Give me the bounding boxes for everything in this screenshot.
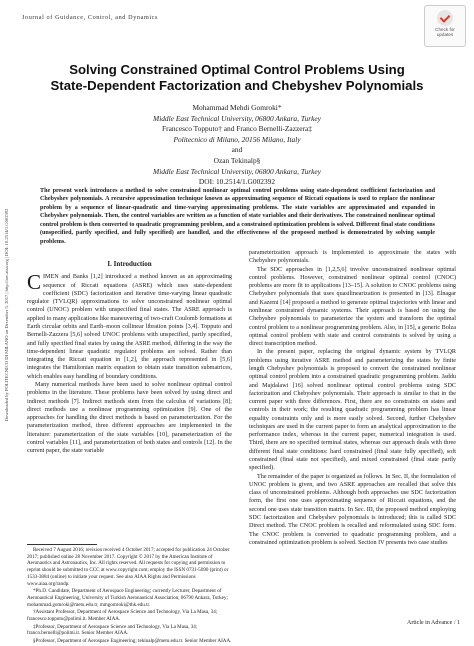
intro-paragraph-1 <box>27 270 232 381</box>
author-block <box>20 103 454 188</box>
author-1-affiliation: Middle East Technical University, 06800 Ankara, Turkey <box>153 113 321 123</box>
download-sidebar: Downloaded by POLITECNICO DI MILANO on December 5, 2017 | http://arc.aiaa.org | DOI: 10.2514/1.G002392 <box>4 208 9 422</box>
footnote-received: Received 7 August 2016; revision received 4 October 2017; accepted for publication 24 October 2017; published online 28 November 2017. Copyright © 2017 by the American Institute of Aeronautics and Astronautics, Inc. All rights reserved. All requests for copying and permission to reprint should be submitted to CCC at www.copyright.com; employ the ISSN 0731-5090 (print) or 1533-3884 (online) to initiate your request. See also AIAA Rights and Permissions www.aiaa.org/randp. <box>27 547 230 587</box>
title-line-2: State-Dependent Factorization and Chebyshev Polynomials <box>50 78 424 93</box>
right-paragraph-1: The SDC approaches in [1,2,5,6] involve unconstrained nonlinear optimal control problems. However, constrained nonlinear optimal control (CNOC) problems are more fit to applications [13–15]. A solution to CNOC problems using Chebyshev polynomials that uses quasilinearization is presented in [13]. Elnagar and Kazemi [14] proposed a method to generate optimal trajectories with linear and nonlinear constrained dynamic systems. Their approach is based on using the Chebyshev polynomials to parameterize the system and transform the optimal control problem to a nonlinear programming problem. Also, in [15], a generic Bolza optimal control problem with state and control constraints is solved by using a direct transcription method. <box>249 266 456 348</box>
drop-cap: C <box>27 270 42 295</box>
author-and: and <box>231 145 243 155</box>
footnote-author-1: *Ph.D. Candidate, Department of Aerospace Engineering; currently Lecturer, Department of Aeronautical Engineering, University of Turkish Aeronautical Association, 06790 Ankara, Turkey; mohammad.gomroki@metu.edu.tr, mmgomroki@thk.edu.tr. <box>27 588 228 608</box>
footnotes <box>27 544 232 646</box>
check-for-updates-icon <box>437 10 453 26</box>
author-3-affiliation: Middle East Technical University, 06800 Ankara, Turkey <box>153 166 321 176</box>
title-line-1: Solving Constrained Optimal Control Problems Using <box>69 62 405 77</box>
right-paragraph-0: parameterization approach is implemented to approximate the states with Chebyshev polynomials. <box>249 250 456 265</box>
badge-line1: Check for <box>435 27 455 32</box>
intro-paragraph-2: Many numerical methods have been used to solve nonlinear optimal control problems in the literature. These problems have been solved by using direct and indirect methods [7]. Indirect methods stem from the calculus of variations [8]; direct methods use a nonlinear programming optimization [9]. One of the approaches for handling the direct methods is based on parameterization. For the parameterization method, three different approaches are implemented in the literature: parameterization of the state variables [10], parameterization of the control variables [11], and parameterization of both states and controls [12]. In the current paper, the state variable <box>27 381 232 455</box>
author-2-affiliation: Politecnico di Milano, 20156 Milano, Italy <box>173 134 301 144</box>
page-footer: Article in Advance / 1 <box>407 620 460 626</box>
author-2: Francesco Topputo† and Franco Bernelli-Zazzera‡ <box>162 124 312 134</box>
author-3: Ozan Tekinalp§ <box>213 155 261 165</box>
author-1: Mohammad Mehdi Gomroki* <box>192 103 282 112</box>
right-paragraph-3: The remainder of the paper is organized as follows. In Sec. II, the formulation of UNOC problem is given, and two ASRE approaches are recalled that solve this class of unconstrained problems. Although both approaches use SDC factorization form, the first one uses approximating sequence of Riccati equations, and the second one uses state transition matrix. In Sec. III, the proposed method employing SDC factorization and Chebyshev polynomials is introduced; this is called SDC Direct method. The CNOC problem is recalled and reformulated using SDC form. The CNOC problem is converted to quadratic programming problem, and a constrained optimization problem is solved. Section IV presents two case studies <box>249 473 456 546</box>
abstract: The present work introduces a method to solve constrained nonlinear optimal control problems using state-dependent coefficient factorization and Chebyshev polynomials. A recursive approximation technique known as approximating sequence of Riccati equations is used to replace the nonlinear problem by a sequence of linear-quadratic and time-varying approximating problems. The state variables are approximated and expanded in Chebyshev polynomials. Then, the control variables are written as a function of state variables and their derivatives. The constrained nonlinear optimal control problem is then converted to quadratic programming problem, and a constrained optimization problem is solved. Different final state conditions (unspecified, partly specified, and fully specified) are handled, and the effectiveness of the proposed method is demonstrated by solving sample problems. <box>40 188 435 245</box>
paper-title <box>20 62 454 94</box>
badge-line2: updates <box>436 32 454 37</box>
footnote-author-3: ‡Professor, Department of Aerospace Science and Technology, Via La Masa, 34; franco.bernelli@polimi.it. Senior Member AIAA. <box>27 623 198 637</box>
intro-paragraph-1-text: IMEN and Banks [1,2] introduced a method known as an approximating sequence of Riccati equations (ASRE) which uses state-dependent coefficient (SDC) factorization and iterative time-varying linear quadratic regulator (TVLQR) approximations to solve unconstrained nonlinear optimal control (UNOC) problem with unspecified final states. The ASRE approach is applied to many applications like maneuvering of two-craft Coulomb formations at Earth circular orbits and Earth–moon collinear libration points [3,4]. Topputo and Bernelli-Zazzera [5,6] solved UNOC problems with unspecified, partly specified, and fully specified final states by using the ASRE method, differing in the way the time-dependent linear quadratic regulator problems are solved. Rather than integrating the Riccati equation in [1,2], the approach represented in [5,6] integrates the Hamiltonian matrix equation to obtain state transition submatrices, which enables easy handling of boundary conditions. <box>27 274 232 380</box>
left-column <box>27 260 232 455</box>
right-column <box>249 249 456 547</box>
section-heading: I. Introduction <box>107 260 152 268</box>
doi[interactable]: DOI: 10.2514/1.G002392 <box>198 177 276 187</box>
right-paragraph-2: In the present paper, replacing the original dynamic system by TVLQR problems using iterative ASRE method and parameterizing the states by finite length Chebyshev polynomials is proposed to convert the constrained nonlinear optimal control problem into a constrained quadratic programming problem. Jaddu and Majdalawi [16] solved nonlinear optimal control problems using SDC factorization and Chebyshev polynomials. Their approach is similar to that in the current paper with three differences. First, there are no constraints on states and controls in their work; the resulting quadratic programming problem has linear equality constraints only and is more easily solved. Second, further Chebyshev techniques are used in the current paper to form an analytical approximation to the performance index, whereas in the current paper, numerical integration is used. Third, there are no specified terminal states, whereas our approach deals with three different final state conditions: hard constrained (final state fully specified), soft constrained (final state not specified), and mixed constrained (final state partly specified). <box>249 349 456 472</box>
check-for-updates-badge[interactable] <box>424 5 466 47</box>
journal-name: Journal of Guidance, Control, and Dynamics <box>22 14 159 21</box>
footnote-author-4: §Professor, Department of Aerospace Engineering; tekinalp@metu.edu.tr. Senior Member AIAA. <box>33 638 232 645</box>
footnote-author-2: †Assistant Professor, Department of Aerospace Science and Technology, Via La Masa, 34; francesco.topputo@polimi.it. Member AIAA. <box>27 609 218 623</box>
footnote-rule <box>27 544 97 545</box>
